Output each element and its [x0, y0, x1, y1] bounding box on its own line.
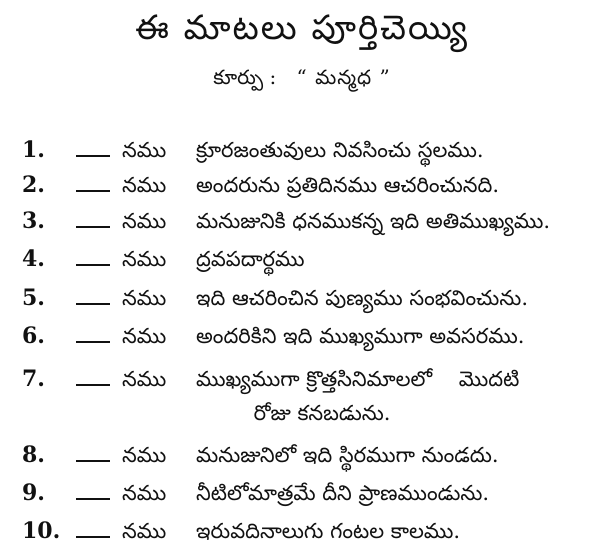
answer-blank — [76, 190, 110, 192]
answer-blank — [76, 536, 110, 538]
clue-number: 1. — [22, 137, 45, 163]
clue-suffix: నము — [122, 286, 167, 310]
author-line — [0, 62, 604, 92]
clue-text: ఇది ఆచరించిన పుణ్యము సంభవించును. — [196, 286, 528, 310]
clue-number: 10. — [22, 518, 61, 544]
clue-suffix: నము — [122, 209, 167, 233]
clue-text: ఇరువదినాలుగు గంటల కాలము. — [196, 519, 461, 543]
clue-suffix: నము — [122, 443, 167, 467]
clue-number: 5. — [22, 285, 45, 311]
clue-text: అందరికిని ఇది ముఖ్యముగా అవసరము. — [196, 324, 525, 348]
clue-text: నీటిలోమాత్రమే దీని ప్రాణముండును. — [196, 481, 490, 505]
clue-suffix: నము — [122, 173, 167, 197]
answer-blank — [76, 155, 110, 157]
answer-blank — [76, 384, 110, 386]
clue-number: 8. — [22, 442, 45, 468]
clue-text: క్రూరజంతువులు నివసించు స్థలము. — [196, 138, 484, 162]
clue-number: 2. — [22, 172, 45, 198]
clue-text: మనుజునిలో ఇది స్థిరముగా నుండదు. — [196, 443, 499, 467]
answer-blank — [76, 264, 110, 266]
clue-suffix: నము — [122, 324, 167, 348]
clue-number: 4. — [22, 246, 45, 272]
answer-blank — [76, 498, 110, 500]
clue-number: 3. — [22, 208, 45, 234]
clue-number: 9. — [22, 480, 45, 506]
answer-blank — [76, 303, 110, 305]
clue-text: ద్రవపదార్థము — [196, 247, 305, 271]
author-name: “ మన్మధ ” — [296, 65, 391, 89]
clue-suffix: నము — [122, 367, 167, 391]
answer-blank — [76, 460, 110, 462]
clue-number: 7. — [22, 366, 45, 392]
clue-suffix: నము — [122, 138, 167, 162]
clue-number: 6. — [22, 323, 45, 349]
clue-continuation: రోజు కనబడును. — [253, 401, 391, 425]
clue-suffix: నము — [122, 247, 167, 271]
answer-blank — [76, 341, 110, 343]
page-title: ఈ మాటలు పూర్తిచెయ్యి — [135, 8, 469, 48]
clue-text: అందరును ప్రతిదినము ఆచరించునది. — [196, 173, 500, 197]
clue-text: ముఖ్యముగా క్రొత్తసినిమాలలో మొదటి — [196, 367, 520, 391]
clue-suffix: నము — [122, 519, 167, 543]
clue-text: మనుజునికి ధనముకన్న ఇది అతిముఖ్యము. — [196, 209, 551, 233]
answer-blank — [76, 226, 110, 228]
clue-suffix: నము — [122, 481, 167, 505]
author-label: కూర్పు : — [213, 65, 277, 89]
